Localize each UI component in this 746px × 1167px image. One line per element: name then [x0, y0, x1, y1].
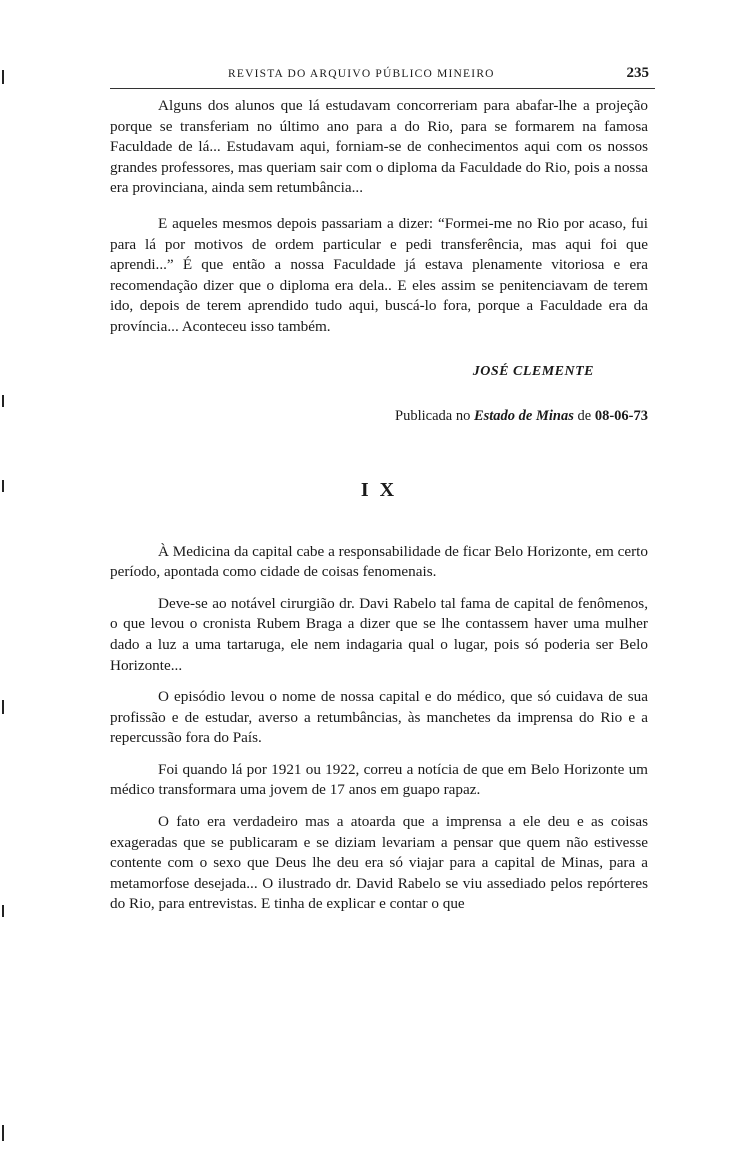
scan-edge-mark — [2, 480, 4, 492]
page-number: 235 — [626, 65, 649, 81]
publication-date: 08-06-73 — [594, 407, 648, 424]
author-signature: JOSÉ CLEMENTE — [472, 363, 594, 379]
page-body — [110, 96, 648, 926]
scan-edge-mark — [2, 700, 4, 714]
paragraph: Alguns dos alunos que lá estudavam concorreriam para abafar-lhe a projeção porque se transferiam no último ano para a do Rio, para se formarem na famosa Faculdade de lá... Estudavam aqui, forniam-se de conhecimentos aqui com os nossos grandes professores, mas queriam sair com o diploma da Faculdade do Rio, pois a nossa era provinciana, ainda sem retumbância... — [110, 97, 648, 197]
chapter-heading: I X — [360, 478, 398, 501]
page-header — [110, 64, 655, 89]
paragraph: O episódio levou o nome de nossa capital e do médico, que só cuidava de sua profissão e de estudar, averso a retumbâncias, às manchetes da imprensa do Rio e a repercussão fora do País. — [110, 688, 648, 747]
publication-prefix: Publicada no — [395, 407, 471, 424]
publication-note — [110, 408, 648, 425]
newspaper-name: Estado de Minas — [473, 407, 574, 424]
scan-edge-mark — [2, 1125, 4, 1141]
scan-edge-mark — [2, 70, 4, 84]
paragraph: À Medicina da capital cabe a responsabilidade de ficar Belo Horizonte, em certo período, apontada como cidade de coisas fenomenais. — [110, 542, 648, 581]
publication-middle: de — [577, 407, 592, 424]
paragraph: Foi quando lá por 1921 ou 1922, correu a notícia de que em Belo Horizonte um médico transformara uma jovem de 17 anos em guapo rapaz. — [110, 760, 648, 799]
running-head: REVISTA DO ARQUIVO PÚBLICO MINEIRO — [228, 68, 495, 80]
scan-edge-mark — [2, 905, 4, 917]
paragraph: O fato era verdadeiro mas a atoarda que a imprensa a ele deu e as coisas exageradas que se publicaram e se diziam levariam a pensar que quem não estivesse contente com o sexo que Deus lhe deu era só viajar para a capital de Minas, para a metamorfose desejada... O ilustrado dr. David Rabelo se viu assediado pelos repórteres do Rio, para entrevistas. E tinha de explicar e contar o que — [110, 813, 648, 913]
paragraph: E aqueles mesmos depois passariam a dizer: “Formei-me no Rio por acaso, fui para lá por motivos de ordem particular e pedi transferência, mas aqui foi que aprendi...” É que então a nossa Faculdade já estava plenamente vitoriosa e era recomendação dizer que o diploma era dela.. E eles assim se penitenciavam de terem ido, depois de terem aprendido tudo aqui, buscá-lo fora, porque a Faculdade era da província... Aconteceu isso também. — [110, 214, 648, 335]
paragraph: Deve-se ao notável cirurgião dr. Davi Rabelo tal fama de capital de fenômenos, o que levou o cronista Rubem Braga a dizer que se lhe contassem haver uma mulher dado a luz a uma tartaruga, ele nem indagaria qual o lugar, pois só poderia ser Belo Horizonte... — [110, 594, 648, 674]
scan-edge-mark — [2, 395, 4, 407]
chapter-text — [110, 542, 648, 916]
